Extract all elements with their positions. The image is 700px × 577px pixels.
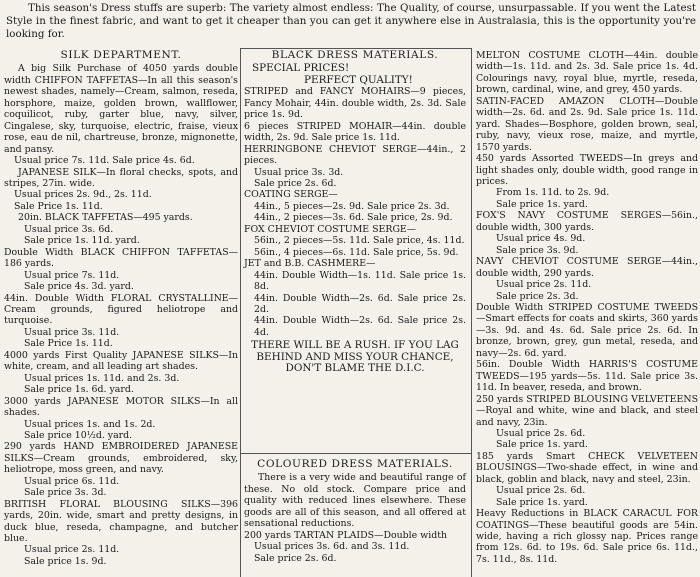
silk-price: Sale price 3s. 3d. [24,487,107,499]
costume-price: Sale price 1s. yard. [496,439,588,451]
silk-price: Usual price 7s. 11d. Sale price 4s. 6d. [14,155,195,167]
silk-department-heading: SILK DEPARTMENT. [60,49,182,61]
dress-price: 44in., 2 pieces—3s. 6d. Sale price, 2s. 9d. [254,212,453,224]
dress-price: 44in. Double Width—2s. 6d. Sale price 2s. 2d. [254,292,466,315]
intro-paragraph: This season's Dress stuffs are superb: The variety almost endless: The Quality, of course, unsurpassable. If you went the Latest Style in the finest fabric, and want to get it cheaper than you can get it anywhere else in Australasia, this is the opportunity you're looking for. [6,2,696,40]
costume-price: Usual price 2s. 6d. [496,427,586,439]
costume-item: 450 yards Assorted TWEEDS—In greys and light shades only, double width, good range in prices. [476,153,698,187]
column-divider-right [471,48,472,577]
silk-price: Usual price 3s. 6d. [24,223,114,235]
costume-item: 250 yards STRIPED BLOUSING VELVETEENS—Royal and white, wine and black, and steel and navy, 23in. [476,393,698,428]
silk-price: Usual prices 1s. and 1s. 2d. [24,418,156,430]
silk-price: Usual price 7s. 11d. [24,269,120,281]
dress-item: HERRINGBONE CHEVIOT SERGE—44in., 2 pieces. [244,143,466,167]
dress-price: 44in. Double Width—2s. 6d. Sale price 2s. 4d. [254,315,466,338]
coloured-price: Usual prices 3s. 6d. and 3s. 11d. [254,541,410,553]
black-dress-column [244,50,466,375]
silk-price: Sale price 1s. 6d. yard. [24,384,134,396]
dress-price: 56in., 4 pieces—6s. 11d. Sale price, 5s. 9d. [254,246,459,258]
dress-item: COATING SERGE— [244,189,338,201]
coloured-dress-heading: COLOURED DRESS MATERIALS. [257,458,453,470]
costume-cloth-column [476,50,698,565]
costume-price: Sale price 1s. yard. [496,198,588,210]
silk-item: BRITISH FLORAL BLOUSING SILKS—396 yards, 20in. wide, smart and pretty designs, in duck blue, reseda, champagne, and butcher blue. [4,498,238,545]
costume-price: Usual price 2s. 11d. [496,279,592,291]
dress-price: 44in., 5 pieces—2s. 9d. Sale price 2s. 3d. [254,200,450,212]
coloured-dress-column [244,459,466,564]
costume-item: NAVY CHEVIOT COSTUME SERGE—44in., double width, 290 yards. [476,256,698,279]
dress-item: STRIPED and FANCY MOHAIRS—9 pieces, Fancy Mohair, 44in. double width, 2s. 3d. Sale price 1s. 9d. [244,86,466,121]
dress-item: 6 pieces STRIPED MOHAIR—44in. double width, 2s. 9d. Sale price 1s. 11d. [244,120,466,144]
costume-item: 185 yards Smart CHECK VELVETEEN BLOUSINGS—Two-shade effect, in wine and black, goblin and black, navy and steel, 23in. [476,450,698,485]
silk-price: Sale price 1s. 11d. yard. [24,235,140,247]
costume-item: SATIN-FACED AMAZON CLOTH—Double width—2s. 6d. and 2s. 9d. Sale price 1s. 11d. yard. Shades—Bosphore, golden brown, seal, ruby, navy, vieux rose, maize, and myrtle, 1570 yards. [476,95,698,153]
silk-item: 20in. BLACK TAFFETAS—495 yards. [18,212,193,224]
silk-price: Usual prices 2s. 9d., 2s. 11d. [14,189,152,201]
silk-price: Usual price 6s. 11d. [24,475,120,487]
coloured-intro: There is a very wide and beautiful range of these. No old stock. Compare price and quality with reduced lines elsewhere. These goods are all of this season, and all offered at sensational reductions. [244,472,466,530]
costume-price: Sale price 1s. yard. [496,496,588,508]
coloured-price: Sale price 2s. 6d. [254,552,337,564]
silk-price: Sale Price 1s. 11d. [14,200,103,212]
silk-price: Usual price 3s. 11d. [24,326,120,338]
silk-item: 4000 yards First Quality JAPANESE SILKS—In white, cream, and all leading art shades. [4,349,238,373]
costume-item: FOX'S NAVY COSTUME SERGES—56in., double width, 300 yards. [476,210,698,233]
black-dress-heading: BLACK DRESS MATERIALS. [271,49,439,61]
silk-department-column [4,50,238,567]
costume-price: Usual price 2s. 6d. [496,485,586,497]
silk-item: Double Width BLACK CHIFFON TAFFETAS—186 yards. [4,246,238,270]
costume-price: Sale price 2s. 3d. [496,290,579,302]
silk-item: A big Silk Purchase of 4050 yards double width CHIFFON TAFFETAS—In all this season's newest shades, namely—Cream, salmon, reseda, horsphore, maize, golden brown, wallflower, coquilicot, ruby, garter blue, navy, silver, Cingalese, sky, turquoise, electric, fraise, vieux rose, eau de nil, chartreuse, bronze, mignonette, and pansy. [4,63,238,155]
perfect-quality-line: PERFECT QUALITY! [304,73,413,86]
rush-notice: THERE WILL BE A RUSH. IF YOU LAG BEHIND AND MISS YOUR CHANCE, DON'T BLAME THE D.I.C. [251,339,459,375]
dress-item: FOX CHEVIOT COSTUME SERGE— [244,223,417,235]
silk-price: Usual prices 1s. 11d. and 2s. 3d. [24,372,180,384]
costume-item: Double Width STRIPED COSTUME TWEEDS—Smart effects for coats and skirts, 360 yards—3s. 9d. and 4s. 6d. Sale price 2s. 6d. In bronze, brown, grey, gun metal, reseda, and navy—2s. 6d. yard. [476,301,698,359]
silk-item: 290 yards HAND EMBROIDERED JAPANESE SILKS—Cream grounds, embroidered, sky, heliotrope, moss green, and navy. [4,441,238,476]
special-prices-line: SPECIAL PRICES! [252,62,350,75]
costume-price: Usual price 4s. 9d. [496,233,586,245]
costume-item: Heavy Reductions in BLACK CARACUL FOR COATINGS—These beautiful goods are 54in. wide, having a rich glossy nap. Prices range from 12s. 6d. to 19s. 6d. Sale price 6s. 11d., 7s. 11d., 8s. 11d. [476,508,698,565]
dress-price: 56in., 2 pieces—5s. 11d. Sale price, 4s. 11d. [254,235,465,247]
costume-item: MELTON COSTUME CLOTH—44in. double width—1s. 11d. and 2s. 3d. Sale price 1s. 4d. Colourings navy, royal blue, myrtle, reseda, brown, cardinal, wine, and grey, 450 yards. [476,50,698,96]
silk-price: Sale price 10½d. yard. [24,429,133,441]
silk-price: Sale price 1s. 9d. [24,555,107,567]
costume-price: Sale price 3s. 9d. [496,244,579,256]
silk-price: Usual price 2s. 11d. [24,544,120,556]
column-divider-left [240,48,241,577]
costume-price: From 1s. 11d. to 2s. 9d. [496,187,610,199]
dress-item: JET and B.B. CASHMERE— [244,258,376,270]
silk-price: Sale Price 1s. 11d. [24,338,113,350]
dress-price: 44in. Double Width—1s. 11d. Sale price 1s. 8d. [254,269,466,293]
silk-item: 3000 yards JAPANESE MOTOR SILKS—In all shades. [4,395,238,419]
coloured-item: 200 yards TARTAN PLAIDS—Double width [244,529,448,541]
silk-price: Sale price 4s. 3d. yard. [24,281,134,293]
dress-price: Sale price 2s. 6d. [254,177,337,189]
rule-mid-center [240,453,471,454]
costume-item: 56in. Double Width HARRIS'S COSTUME TWEEDS—195 yards—5s. 11d. Sale price 3s. 11d. In beaver, reseda, and brown. [476,359,698,394]
silk-item: JAPANESE SILK—In floral checks, spots, and stripes, 27in. wide. [4,166,238,189]
dress-price: Usual price 3s. 3d. [254,166,344,178]
silk-item: 44in. Double Width FLORAL CRYSTALLINE—Cream grounds, figured heliotrope and turquoise. [4,292,238,327]
